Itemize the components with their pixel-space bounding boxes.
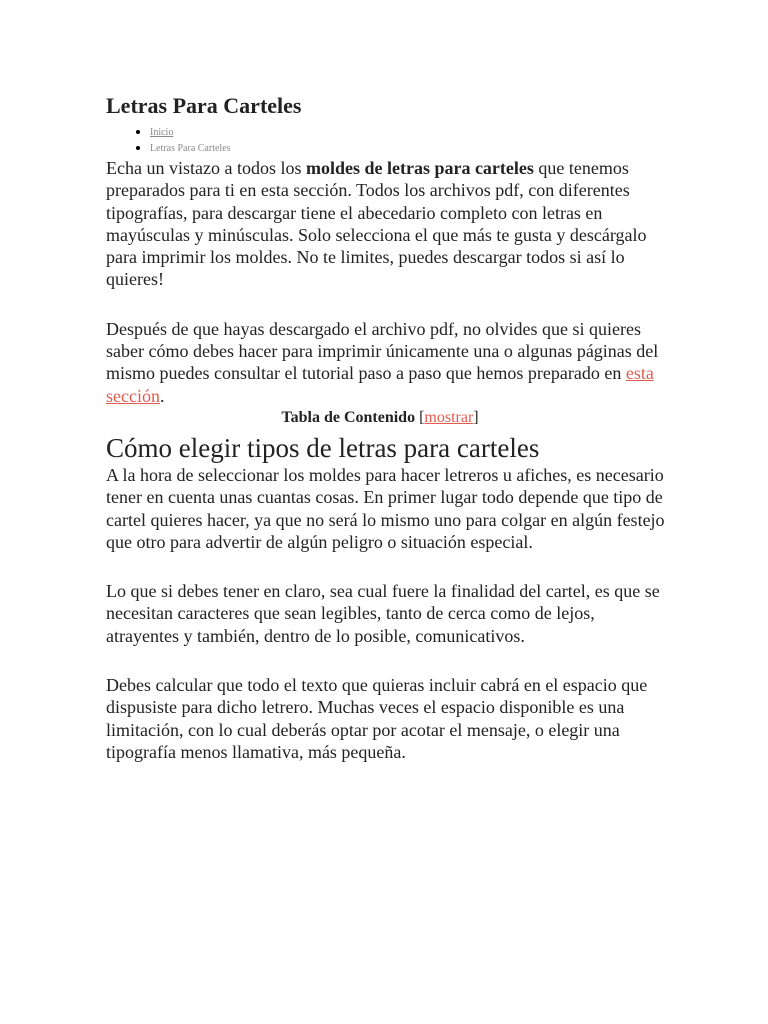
intro-text-end: que tenemos preparados para ti en esta sección. Todos los archivos pdf, con diferentes tipografías, para descargar tiene el abecedario completo con letras en mayúsculas y minúsculas. Solo selecciona el que más te gusta y descárgalo para imprimir los moldes. No te limites, puedes descargar todos si así lo quieres!	[106, 158, 647, 290]
tutorial-paragraph	[106, 318, 666, 407]
breadcrumb-item-home	[150, 124, 666, 140]
breadcrumb-home-link[interactable]: Inicio	[150, 127, 174, 138]
tutorial-text: Después de que hayas descargado el archivo pdf, no olvides que si quieres saber cómo debes hacer para imprimir únicamente una o algunas páginas del mismo puedes consultar el tutorial paso a paso que hemos preparado en	[106, 318, 659, 384]
toc-toggle-link[interactable]: mostrar	[424, 408, 474, 426]
tutorial-text-end: .	[159, 385, 165, 406]
section-heading: Cómo elegir tipos de letras para carteles	[106, 432, 540, 463]
section-paragraph-1: A la hora de seleccionar los moldes para hacer letreros u afiches, es necesario tener en cuenta unas cuantas cosas. En primer lugar todo depende que tipo de cartel quieres hacer, ya que no será lo mismo uno para colgar en algún festejo que otro para advertir de algún peligro o situación especial.	[106, 464, 665, 552]
section-paragraph-3: Debes calcular que todo el texto que quieras incluir cabrá en el espacio que dispusiste para dicho letrero. Muchas veces el espacio disponible es una limitación, con lo cual deberás optar por acotar el mensaje, o elegir una tipografía menos llamativa, más pequeña.	[106, 675, 648, 762]
article	[106, 92, 666, 763]
breadcrumb	[106, 124, 666, 156]
toc-bracket-open: [	[415, 408, 425, 426]
toc-bracket-close: ]	[473, 408, 479, 426]
section-link[interactable]: esta sección	[106, 363, 654, 406]
intro-bold-text: moldes de letras para carteles	[305, 158, 534, 178]
section-paragraph-2: Lo que si debes tener en claro, sea cual fuere la finalidad del cartel, es que se necesitan caracteres que sean legibles, tanto de cerca como de lejos, atrayentes y también, dentro de lo posible, comunicativos.	[106, 581, 660, 646]
page-title: Letras Para Carteles	[106, 93, 302, 118]
intro-text-start: Echa un vistazo a todos los	[106, 158, 306, 178]
breadcrumb-item-current: • Letras Para Carteles	[150, 140, 666, 156]
table-of-contents	[106, 408, 654, 428]
toc-label: Tabla de Contenido	[281, 408, 416, 426]
intro-paragraph	[106, 157, 666, 291]
